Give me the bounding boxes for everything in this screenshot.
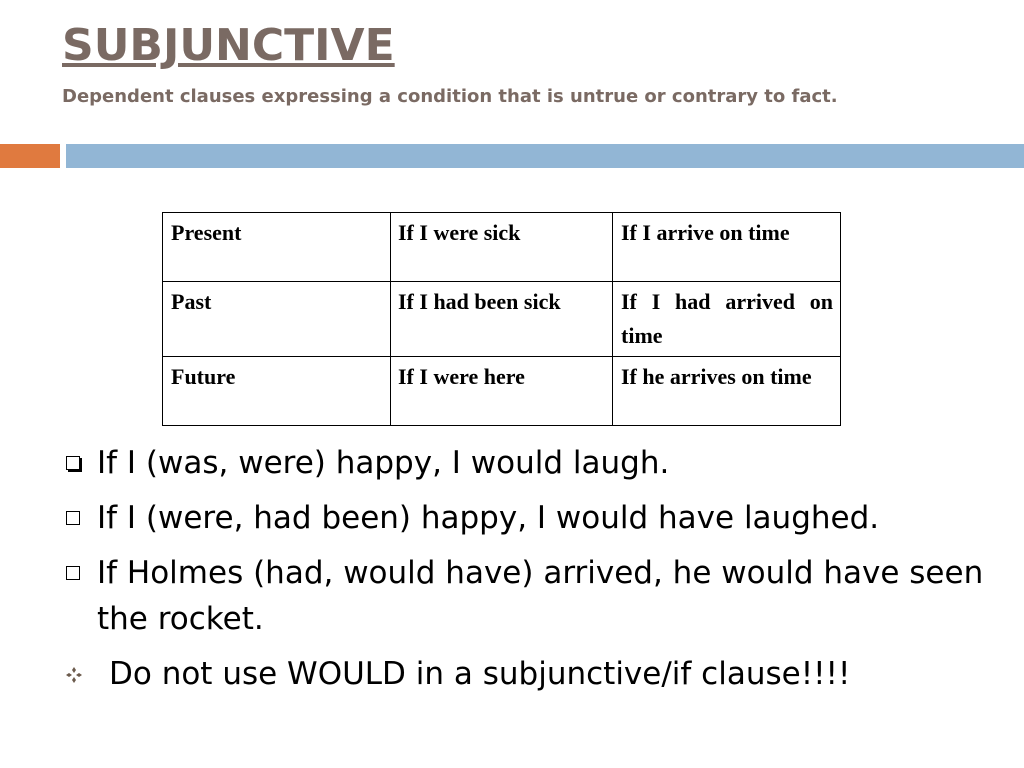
slide-subtitle: Dependent clauses expressing a condition that is untrue or contrary to fact. [62,86,838,107]
list-item [60,550,1000,642]
bullet-list [60,440,1000,706]
table-cell-tense: Present [163,213,391,282]
conditions-table [162,212,841,426]
shadow-square-icon [66,456,80,470]
accent-bar [0,144,60,168]
table-row [163,282,841,357]
list-item [60,440,1000,486]
table-row [163,357,841,426]
hollow-square-icon [66,566,80,580]
table-cell-example: If I were here [391,357,613,426]
list-item-text: If I (was, were) happy, I would laugh. [97,445,670,481]
list-item [60,651,1000,697]
table-row [163,213,841,282]
four-diamond-icon [65,666,83,684]
table-cell-example: If I had been sick [391,282,613,357]
table-cell-example: If I had arrived on time [613,282,841,357]
table-cell-example: If I arrive on time [613,213,841,282]
list-item-text: Do not use WOULD in a subjunctive/if clause!!!! [109,656,851,692]
list-item-text: If Holmes (had, would have) arrived, he would have seen the rocket. [97,555,984,637]
list-item-text: If I (were, had been) happy, I would have laughed. [97,500,880,536]
hollow-square-icon [66,511,80,525]
list-item [60,495,1000,541]
slide-title: SUBJUNCTIVE [62,20,395,71]
table-cell-example: If I were sick [391,213,613,282]
table-cell-example: If he arrives on time [613,357,841,426]
header-band [66,144,1024,168]
table-cell-tense: Past [163,282,391,357]
table-cell-tense: Future [163,357,391,426]
